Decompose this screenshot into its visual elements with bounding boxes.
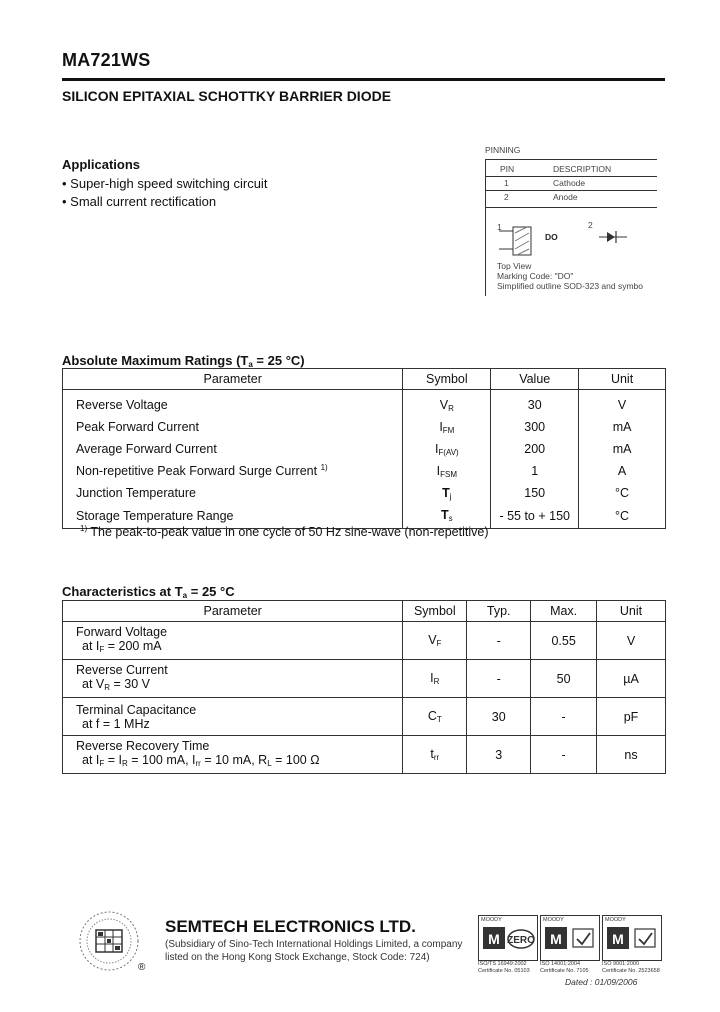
abs-max-heading-text: Absolute Maximum Ratings (T: [62, 353, 249, 368]
param-cell: [63, 622, 403, 660]
value-cell: 1: [491, 460, 579, 482]
pinning-heading: PINNING: [485, 145, 521, 155]
symbol-sub: F(AV): [438, 447, 459, 457]
unit-cell: V: [579, 390, 666, 417]
param-condition: [76, 677, 402, 695]
cert-standard: ISO 9001:2000: [602, 961, 640, 967]
symbol-sub: FSM: [440, 469, 458, 479]
symbol: t: [430, 747, 434, 761]
company-name: SEMTECH ELECTRONICS LTD.: [165, 917, 416, 936]
semtech-globe-logo: [78, 910, 140, 972]
cert-badge-iso-9001: [602, 915, 662, 961]
footnote: [80, 524, 489, 539]
col-unit: Unit: [579, 369, 666, 390]
symbol: I: [436, 463, 441, 478]
param-cell: [63, 460, 403, 482]
moody-cert-icon: [479, 924, 537, 954]
unit-cell: °C: [579, 504, 666, 528]
param-cell: [63, 698, 403, 736]
symbol: V: [428, 633, 437, 647]
max-cell: -: [531, 736, 597, 774]
max-cell: -: [531, 698, 597, 736]
table-row: [63, 438, 666, 460]
symbol-cell: [403, 698, 467, 736]
cond-text: at f = 1 MHz: [82, 716, 150, 731]
cert-number: Certificate No. 7105: [540, 968, 589, 974]
diagram-marking: DO: [545, 232, 558, 242]
abs-max-heading-sub: a: [248, 360, 253, 369]
application-item: • Small current rectification: [62, 194, 217, 209]
symbol: I: [434, 441, 439, 456]
pinning-left-rule: [485, 159, 486, 296]
pinning-col-description: DESCRIPTION: [553, 164, 612, 174]
param-cell: Storage Temperature Range: [63, 504, 403, 528]
cond-sub: L: [267, 758, 272, 768]
pinning-caption: Top View: [497, 261, 532, 271]
sod323-outline-diagram: [499, 225, 649, 259]
typ-cell: -: [467, 660, 531, 698]
dated-stamp: Dated : 01/09/2006: [565, 977, 638, 987]
param-condition: [76, 753, 402, 771]
table-row: [63, 482, 666, 504]
footnote-text: The peak-to-peak value in one cycle of 50 Hz sine-wave (non-repetitive): [87, 525, 489, 540]
cond-text: at I: [82, 752, 100, 767]
unit-cell: °C: [579, 482, 666, 504]
param-condition: [76, 717, 402, 731]
characteristics-table: [62, 600, 666, 774]
cond-text: = 30 V: [110, 676, 150, 691]
col-symbol: Symbol: [403, 601, 467, 622]
param-text: Non-repetitive Peak Forward Surge Current: [76, 464, 318, 479]
max-cell: 0.55: [531, 622, 597, 660]
param-cell: [63, 660, 403, 698]
table-row: [63, 390, 666, 417]
unit-cell: pF: [597, 698, 666, 736]
value-cell: 200: [491, 438, 579, 460]
param-condition: [76, 639, 402, 657]
cond-text: = 100 mA, I: [127, 752, 196, 767]
cert-number: Certificate No. 2523658: [602, 968, 660, 974]
unit-cell: µA: [597, 660, 666, 698]
cert-label: MOODY: [605, 917, 626, 923]
subsidiary-note: [165, 938, 462, 964]
param-cell: Peak Forward Current: [63, 416, 403, 438]
pinning-header-rule: [485, 176, 657, 177]
table-header-row: [63, 369, 666, 390]
value-cell: 300: [491, 416, 579, 438]
symbol-sub: R: [448, 403, 454, 413]
footnote-mark: 1): [80, 524, 88, 533]
pinning-desc: Anode: [553, 192, 578, 202]
cond-text: at V: [82, 676, 105, 691]
max-cell: 50: [531, 660, 597, 698]
pinning-top-rule: [485, 159, 657, 160]
cond-sub: F: [99, 758, 105, 768]
cond-text: = 200 mA: [104, 638, 162, 653]
pinning-caption: Simplified outline SOD-323 and symbo: [497, 281, 643, 291]
table-row: [63, 622, 666, 660]
value-cell: 30: [491, 390, 579, 417]
symbol-sub: F: [436, 639, 442, 648]
cond-sub: R: [121, 758, 128, 768]
table-row: [63, 660, 666, 698]
characteristics-heading-tail: = 25 °C: [187, 584, 235, 599]
symbol-cell: [403, 438, 491, 460]
cond-sub: F: [99, 644, 105, 654]
cert-label: MOODY: [481, 917, 502, 923]
table-header-row: [63, 601, 666, 622]
cert-badge-iso-14001: [540, 915, 600, 961]
col-parameter: Parameter: [63, 601, 403, 622]
cert-standard: ISO 14001:2004: [540, 961, 581, 967]
svg-text:M: M: [550, 931, 562, 947]
symbol: V: [439, 397, 449, 412]
table-row: [63, 460, 666, 482]
symbol: T: [442, 485, 450, 500]
typ-cell: 30: [467, 698, 531, 736]
symbol-cell: [403, 416, 491, 438]
symbol-sub: j: [449, 491, 452, 501]
param-text: Reverse Recovery Time: [76, 738, 210, 753]
symbol-cell: [403, 622, 467, 660]
registered-mark: ®: [138, 962, 146, 973]
symbol-cell: [403, 460, 491, 482]
document-subtitle: SILICON EPITAXIAL SCHOTTKY BARRIER DIODE: [62, 88, 392, 104]
param-text: Reverse Current: [76, 662, 168, 677]
param-text: Forward Voltage: [76, 624, 168, 639]
moody-cert-icon: [541, 924, 599, 954]
cond-sub: R: [104, 682, 111, 692]
param-cell: Average Forward Current: [63, 438, 403, 460]
part-number: MA721WS: [62, 50, 151, 70]
pinning-row-rule: [485, 190, 657, 191]
symbol-sub: T: [436, 715, 442, 724]
unit-cell: ns: [597, 736, 666, 774]
col-typ: Typ.: [467, 601, 531, 622]
symbol-cell: [403, 390, 491, 417]
unit-cell: mA: [579, 438, 666, 460]
param-text: Terminal Capacitance: [76, 702, 197, 717]
pinning-pin: 2: [504, 192, 509, 202]
typ-cell: 3: [467, 736, 531, 774]
cond-text: at I: [82, 638, 100, 653]
param-cell: [63, 736, 403, 774]
table-row: [63, 416, 666, 438]
pinning-pin: 1: [504, 178, 509, 188]
symbol: I: [439, 419, 443, 434]
svg-text:ZERO: ZERO: [507, 935, 535, 946]
symbol-sub: s: [448, 514, 453, 524]
cond-text: = I: [104, 752, 122, 767]
diagram-pin1-label: 1: [497, 222, 502, 232]
param-cell: Junction Temperature: [63, 482, 403, 504]
symbol-cell: [403, 660, 467, 698]
characteristics-heading: [62, 584, 235, 600]
cond-sub: rr: [195, 758, 201, 768]
symbol-sub: FM: [442, 425, 455, 435]
col-max: Max.: [531, 601, 597, 622]
cond-text: = 10 mA, R: [200, 752, 268, 767]
moody-cert-icon: [603, 924, 661, 954]
svg-text:M: M: [488, 931, 500, 947]
characteristics-heading-sub: a: [182, 591, 188, 600]
pinning-col-pin: PIN: [500, 164, 515, 174]
symbol-sub: R: [433, 677, 440, 686]
subsidiary-line: (Subsidiary of Sino-Tech International Holdings Limited, a company: [165, 939, 463, 950]
footnote-ref: 1): [320, 463, 328, 473]
abs-max-table: [62, 368, 666, 529]
value-cell: 150: [491, 482, 579, 504]
application-item: • Super-high speed switching circuit: [62, 176, 268, 191]
applications-heading: Applications: [62, 157, 141, 172]
diagram-pin2-label: 2: [588, 220, 593, 230]
pinning-caption: Marking Code: "DO": [497, 271, 574, 281]
subsidiary-line: listed on the Hong Kong Stock Exchange, Stock Code: 724): [165, 952, 430, 963]
pinning-desc: Cathode: [553, 178, 586, 188]
table-row: [63, 736, 666, 774]
abs-max-heading-tail: = 25 °C): [252, 353, 305, 368]
col-symbol: Symbol: [403, 369, 491, 390]
typ-cell: -: [467, 622, 531, 660]
symbol-sub: rr: [433, 753, 440, 762]
symbol: T: [441, 508, 449, 523]
cert-standard: ISO/TS 16949:2002: [478, 961, 527, 967]
value-cell: - 55 to + 150: [491, 504, 579, 528]
cert-number: Certificate No. 05103: [478, 968, 530, 974]
cert-badge-iso-ts: [478, 915, 538, 961]
svg-text:M: M: [612, 931, 624, 947]
col-value: Value: [491, 369, 579, 390]
symbol-cell: [403, 736, 467, 774]
title-rule: [62, 78, 665, 81]
characteristics-heading-text: Characteristics at T: [62, 584, 183, 599]
pinning-bottom-rule: [485, 207, 657, 208]
unit-cell: mA: [579, 416, 666, 438]
unit-cell: V: [597, 622, 666, 660]
symbol: I: [430, 671, 434, 685]
symbol-cell: [403, 482, 491, 504]
col-parameter: Parameter: [63, 369, 403, 390]
cert-label: MOODY: [543, 917, 564, 923]
col-unit: Unit: [597, 601, 666, 622]
abs-max-heading: [62, 353, 305, 369]
cond-text: = 100 Ω: [271, 752, 320, 767]
table-row: [63, 698, 666, 736]
symbol: C: [427, 709, 437, 723]
param-cell: Reverse Voltage: [63, 390, 403, 417]
unit-cell: A: [579, 460, 666, 482]
